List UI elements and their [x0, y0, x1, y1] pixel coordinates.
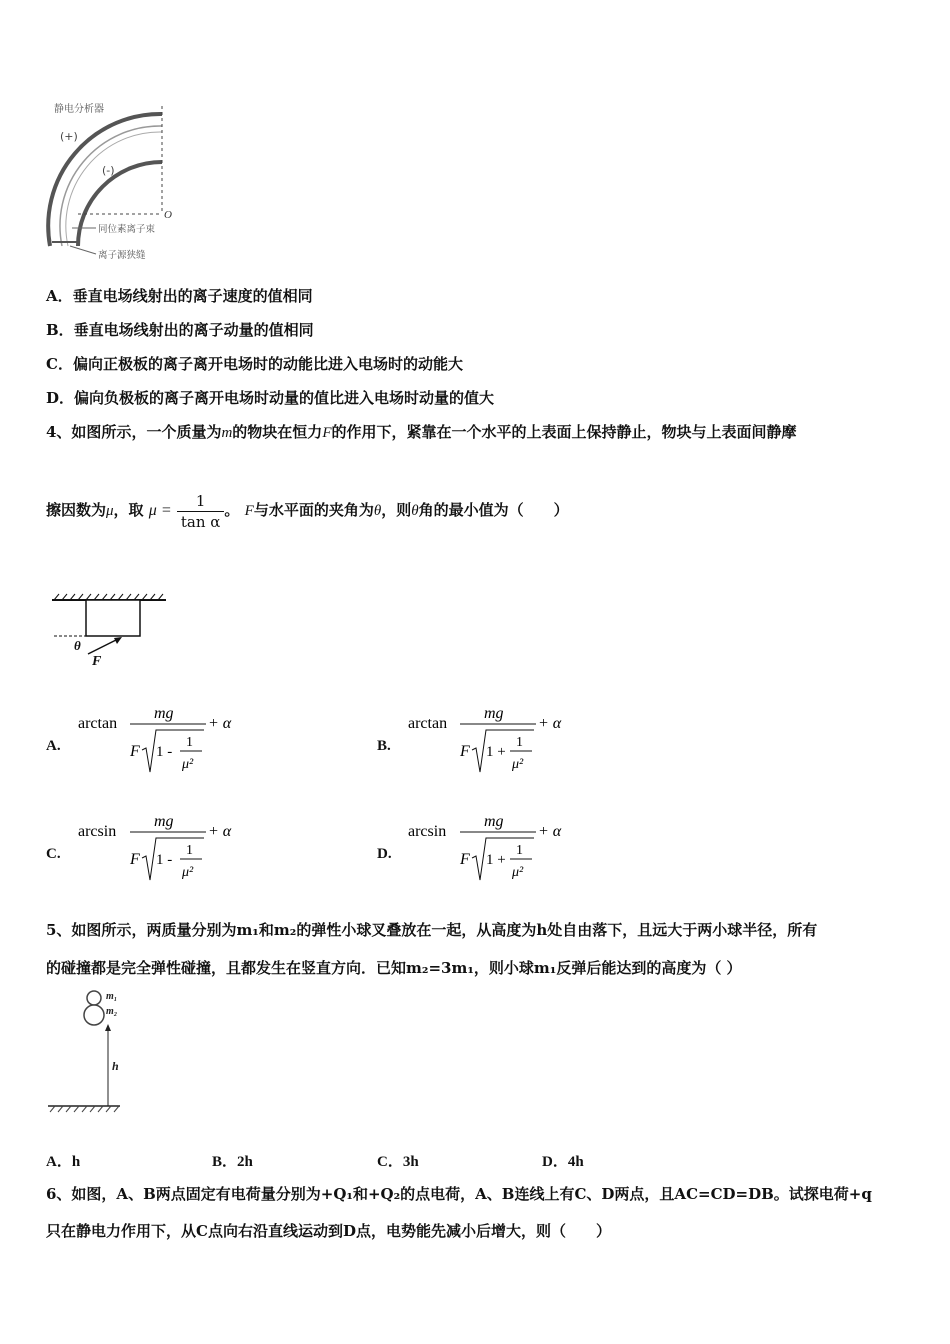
- q4-frac-den: tan α: [180, 512, 221, 531]
- q4-var-F: F: [322, 425, 332, 441]
- rad: 1 +: [486, 744, 506, 760]
- q4-mu-eq: μ =: [148, 502, 172, 519]
- q5-answer-a: A．h: [46, 1154, 81, 1170]
- q6-line2: 只在静电力作用下，从C点向右沿直线运动到D点，电势能先减小后增大，则（ ）: [46, 1222, 611, 1240]
- F: F: [460, 743, 470, 760]
- fn: arctan: [408, 715, 448, 732]
- fig1-label-beam: 同位素离子束: [98, 224, 156, 235]
- fig1-label-minus: (-): [102, 164, 115, 177]
- inner-den: μ²: [182, 865, 194, 880]
- block-ceiling-figure: [48, 590, 172, 670]
- inner-num: 1: [516, 735, 523, 750]
- electrostatic-analyzer-figure: [40, 96, 190, 268]
- q5-line2: 的碰撞都是完全弹性碰撞，且都发生在竖直方向．已知m₂=3m₁，则小球m₁反弹后能达到的高度为（ ）: [46, 959, 742, 977]
- q4-text-1a: 4、如图所示，一个质量为: [46, 423, 222, 441]
- q4-option-formula-0: [78, 700, 248, 783]
- q4-text-1c: 的作用下，紧靠在一个水平的上表面上保持静止，物块与上表面间静摩: [331, 423, 797, 441]
- rad: 1 +: [486, 852, 506, 868]
- rad: 1 -: [156, 744, 173, 760]
- tail: + α: [538, 823, 562, 840]
- q4-text-2c: 。: [224, 501, 240, 519]
- stacked-balls-figure: [44, 984, 134, 1114]
- ball-m1: [87, 991, 101, 1005]
- fig1-label-o: O: [164, 209, 172, 221]
- q4-option-formula-1: [408, 700, 578, 783]
- q5-line1: 5、如图所示，两质量分别为m₁和m₂的弹性小球叉叠放在一起，从高度为h处自由落下，且远大于两小球半径，所有: [46, 921, 818, 939]
- q4-line1: [46, 422, 797, 443]
- F: F: [130, 743, 140, 760]
- q4-var-theta: θ: [373, 503, 382, 519]
- q5-answer-d: D．4h: [542, 1154, 584, 1170]
- fig-F-label: F: [92, 654, 102, 669]
- q4-text-2d: 与水平面的夹角为: [253, 501, 374, 519]
- q4-frac-num: 1: [177, 491, 225, 512]
- fn: arcsin: [78, 823, 117, 840]
- q4-option-label-3: D.: [377, 846, 392, 862]
- fn: arcsin: [408, 823, 447, 840]
- num: mg: [154, 705, 174, 722]
- q5-answer-c: C．3h: [377, 1154, 419, 1170]
- q4-text-2a: 擦因数为: [46, 501, 107, 519]
- inner-den: μ²: [512, 865, 524, 880]
- height-arrow-top: [105, 1024, 111, 1031]
- slit-arrow-line: [70, 246, 96, 254]
- rad: 1 -: [156, 852, 173, 868]
- force-arrow-line: [88, 638, 120, 654]
- tail: + α: [208, 823, 232, 840]
- q4-line2: [46, 486, 569, 535]
- q4-text-2f: 角的最小值为（ ）: [418, 501, 569, 519]
- fig1-label-top: 静电分析器: [54, 104, 104, 115]
- inner-num: 1: [186, 735, 193, 750]
- q4-option-label-1: B.: [377, 738, 391, 754]
- inner-num: 1: [186, 843, 193, 858]
- q4-mu-fraction: [177, 491, 225, 532]
- fig-theta-label: θ: [74, 638, 81, 653]
- q5-answer-b: B．2h: [212, 1154, 253, 1170]
- q3-option-b: B．垂直电场线射出的离子动量的值相同: [46, 321, 314, 339]
- q4-option-label-2: C.: [46, 846, 61, 862]
- num: mg: [484, 705, 504, 722]
- fig1-label-slit: 离子源狭缝: [98, 250, 146, 261]
- num: mg: [484, 813, 504, 830]
- fn: arctan: [78, 715, 118, 732]
- inner-num: 1: [516, 843, 523, 858]
- fig-m2-label: m₂: [106, 1006, 118, 1017]
- q4-var-mu: μ: [106, 503, 114, 519]
- fig-m1-label: m₁: [106, 991, 118, 1002]
- q4-option-label-0: A.: [46, 738, 61, 754]
- ground-hatch: [50, 1106, 119, 1112]
- q4-text-2e: ，则: [381, 501, 412, 519]
- q3-option-c: C．偏向正极板的离子离开电场时的动能比进入电场时的动能大: [46, 355, 463, 373]
- inner-den: μ²: [512, 757, 524, 772]
- F: F: [460, 851, 470, 868]
- tail: + α: [208, 715, 232, 732]
- q4-option-formula-2: [78, 808, 248, 891]
- F: F: [130, 851, 140, 868]
- q4-text-1b: 的物块在恒力: [232, 423, 323, 441]
- ball-m2: [84, 1005, 104, 1025]
- q4-text-2b: ，取: [113, 501, 144, 519]
- q4-var-m: m: [221, 425, 233, 441]
- q4-var-theta2: θ: [411, 503, 419, 519]
- q4-var-F2: F: [244, 503, 254, 519]
- fig-h-label: h: [112, 1059, 119, 1073]
- num: mg: [154, 813, 174, 830]
- tail: + α: [538, 715, 562, 732]
- block: [86, 600, 140, 636]
- inner-den: μ²: [182, 757, 194, 772]
- q4-option-formula-3: [408, 808, 578, 891]
- q6-line1: 6、如图，A、B两点固定有电荷量分别为+Q₁和+Q₂的点电荷，A、B连线上有C、D两点，且AC=CD=DB。试探电荷+q: [46, 1185, 872, 1203]
- q3-option-d: D．偏向负极板的离子离开电场时动量的值比进入电场时动量的值大: [46, 389, 495, 407]
- fig1-label-plus: (+): [60, 130, 78, 143]
- q3-option-a: A．垂直电场线射出的离子速度的值相同: [46, 287, 313, 305]
